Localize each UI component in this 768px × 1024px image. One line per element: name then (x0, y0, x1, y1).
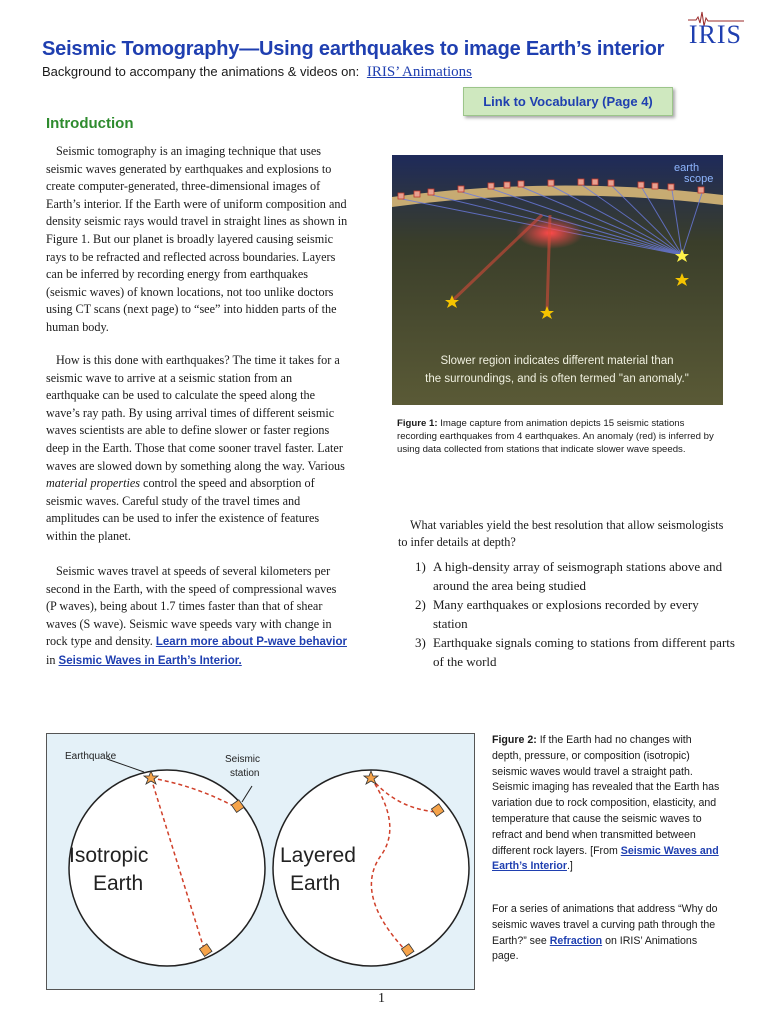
list-text: Earthquake signals coming to stations from different parts of the world (433, 635, 735, 669)
vocabulary-link-button[interactable]: Link to Vocabulary (Page 4) (463, 87, 673, 116)
fig1-overlay-line-1: Slower region indicates different material than (440, 355, 674, 367)
p2-text-b: control the speed and absorption of seismic waves. Careful study of the travel times and amplitudes can be used to infer the existence of features within the planet. (46, 476, 320, 543)
subtitle (42, 64, 472, 81)
fig1-caption-label: Figure 1: (397, 418, 438, 429)
resolution-question: What variables yield the best resolution that allow seismologists to infer details at depth? (398, 518, 724, 549)
isotropic-label-2: Earth (93, 872, 144, 895)
list-item (415, 595, 735, 633)
figure-2-diagram (46, 733, 475, 990)
p2-text-a: How is this done with earthquakes? The time it takes for a seismic wave to arrive at a seismic station from an earthquake can be used to calculate the speed along the wave’s ray path. By using arrival times of different seismic waves scientists are able to define slower or faster regions deep in the Earth. Those that come sooner travel faster. Later waves are slowed down by something along the way. Various (46, 353, 345, 473)
refraction-note-text: For a series of animations that address “Why do seismic waves travel a curving path through the Earth?” see (492, 903, 718, 947)
p-wave-behavior-link[interactable]: Learn more about P-wave behavior (155, 636, 347, 649)
seismic-waves-interior-link[interactable]: Seismic Waves in Earth’s Interior. (58, 654, 242, 667)
intro-paragraph-3 (46, 563, 348, 671)
layered-earth-circle (273, 770, 469, 966)
fig2-caption-label: Figure 2: (492, 734, 537, 746)
fig1-overlay-line-2: the surroundings, and is often termed "an anomaly." (425, 373, 689, 385)
layered-label-1: Layered (280, 844, 356, 867)
page-title: Seismic Tomography—Using earthquakes to image Earth’s interior (42, 38, 665, 60)
subtitle-text: Background to accompany the animations & videos on: (42, 64, 360, 79)
list-item (415, 633, 735, 671)
figure-1-image (392, 155, 723, 405)
p3-in: in (46, 652, 56, 667)
list-item (415, 557, 735, 595)
page-number: 1 (378, 991, 385, 1006)
figure-1-caption (397, 417, 723, 456)
refraction-note (492, 902, 724, 965)
station-label-1: Seismic (225, 754, 261, 765)
earthquake-label: Earthquake (65, 751, 117, 762)
list-text: Many earthquakes or explosions recorded by every station (433, 597, 699, 631)
earthscope-brand-2: scope (684, 173, 714, 185)
list-number: 2) (415, 597, 426, 612)
station-pointer (242, 786, 252, 802)
iris-logo-text: IRIS (688, 20, 742, 49)
introduction-heading: Introduction (46, 115, 134, 132)
fig2-caption-text: If the Earth had no changes with depth, pressure, or composition (isotropic) seismic waves would travel a straight path. Seismic imaging has revealed that the Earth has variation due to rock composition, elasticity, and temperature that cause the seismic waves to refract and bend when transmitted between different rock layers. [From (492, 734, 720, 857)
figure-2-caption (492, 733, 724, 875)
fig1-caption-text: Image capture from animation depicts 15 seismic stations recording earthquakes from 4 earthquakes. An anomaly (red) is inferred by using data collected from stations that indicate slower wave speeds. (397, 418, 714, 455)
list-text: A high-density array of seismograph stations above and around the area being studied (433, 559, 723, 593)
intro-paragraph-2 (46, 352, 348, 546)
layered-label-2: Earth (290, 872, 341, 895)
station-label-2: station (230, 768, 260, 779)
refraction-link[interactable]: Refraction (549, 934, 603, 947)
list-number: 1) (415, 559, 426, 574)
earthscope-brand: earth (674, 162, 700, 174)
refraction-note-end: on IRIS’ Animations page. (492, 934, 698, 963)
p2-emphasis: material properties (46, 476, 140, 491)
list-number: 3) (415, 635, 426, 650)
p3-text: Seismic waves travel at speeds of several kilometers per second in the Earth, with the speed of compressional waves (P waves), being about 1.7 times faster than that of shear waves (S wave). Seismic wave speeds vary with change in rock type and density. (46, 564, 337, 649)
intro-paragraph-1: Seismic tomography is an imaging technique that uses seismic waves generated by earthquakes and explosions to create computer-generated, three-dimensional images of Earth’s interior. If the Earth were of uniform composition and density seismic rays would travel in straight lines as shown in Figure 1. But our planet is broadly layered causing seismic rays to be refracted and reflected across boundaries. Layers can be inferred by recording energy from earthquakes (seismic waves) of known locations, not too unlike doctors using CT scans (next page) to “see” into hidden parts of the human body. (46, 144, 348, 334)
isotropic-label-1: Isotropic (69, 844, 149, 867)
isotropic-earth-circle (69, 770, 265, 966)
seismic-waves-earths-interior-link[interactable]: Seismic Waves and Earth’s Interior (492, 844, 719, 873)
fig2-caption-end: .] (566, 860, 573, 873)
iris-animations-link[interactable]: IRIS’ Animations (366, 64, 473, 80)
resolution-list (415, 557, 735, 671)
